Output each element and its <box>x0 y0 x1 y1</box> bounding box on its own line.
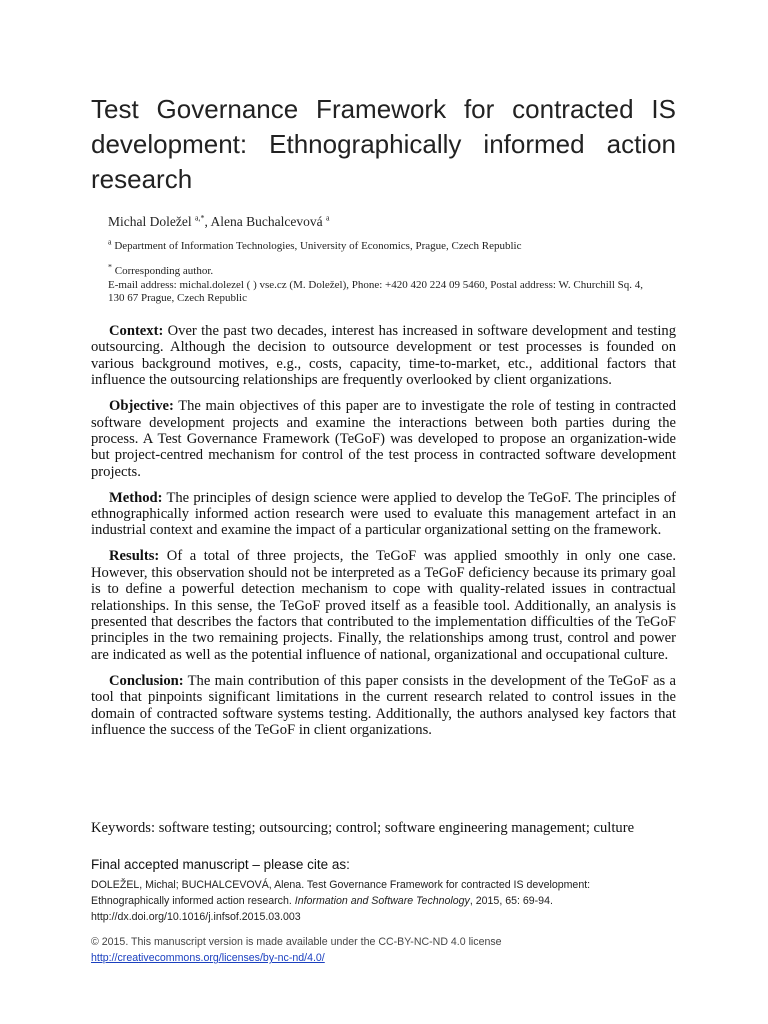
contact-details: E-mail address: michal.dolezel ( ) vse.cz (M. Doležel), Phone: +420 420 224 09 5460, Postal address: W. Churchill Sq. 4, <box>108 278 644 291</box>
citation-line: DOLEŽEL, Michal; BUCHALCEVOVÁ, Alena. Test Governance Framework for contracted IS development: <box>91 879 591 891</box>
affiliation <box>108 237 678 252</box>
citation-block <box>91 877 691 925</box>
correspondence-block <box>108 262 678 306</box>
author-name: Michal Doležel <box>108 214 192 229</box>
doi-link[interactable]: http://dx.doi.org/10.1016/j.infsof.2015.03.003 <box>91 911 301 923</box>
postal-address: 130 67 Prague, Czech Republic <box>108 292 247 304</box>
citation-line <box>91 893 691 909</box>
license-link[interactable]: http://creativecommons.org/licenses/by-nc-nd/4.0/ <box>91 952 325 964</box>
affiliation-mark: a <box>108 237 112 247</box>
abstract-text: Of a total of three projects, the TeGoF was applied smoothly in only one case. However, this observation should not be interpreted as a TeGoF deficiency because its primary goal is to define a powerful detection mechanism to cope with quality-related issues in contractual relationships. In this sense, the TeGoF proved itself as a feasible tool. Additionally, an analysis is presented that describes the factors that contributed to the implementation difficulties of the TeGoF principles in the two remaining projects. Finally, the relationships among trust, control and power are indicated as well as the potential influence of national, organizational and occupational culture. <box>91 548 676 663</box>
paper-title: Test Governance Framework for contracted IS development: Ethnographically informed action research <box>91 94 676 194</box>
keywords: Keywords: software testing; outsourcing; control; software engineering management; culture <box>91 820 635 836</box>
abstract-label: Results: <box>109 548 160 565</box>
abstract-paragraph-results <box>91 548 676 663</box>
abstract-label: Context: <box>109 323 164 339</box>
abstract-label: Method: <box>109 489 163 506</box>
abstract-label: Objective: <box>109 398 174 415</box>
author-separator: , <box>204 214 211 229</box>
affiliation-text: Department of Information Technologies, University of Economics, Prague, Czech Republic <box>114 240 522 252</box>
abstract-text: Over the past two decades, interest has increased in software development and testing outsourcing. Although the decision to outsource development or test processes is founded on various background motives, e.g., costs, capacity, time-to-market, etc., additional factors that influence the outsourcing relationships are frequently overlooked by client organizations. <box>91 323 676 389</box>
license-text: © 2015. This manuscript version is made available under the CC-BY-NC-ND 4.0 license <box>91 936 502 948</box>
abstract-text: The principles of design science were applied to develop the TeGoF. The principles of ethnographically informed action research were used to evaluate this management artefact in an industrial context and examine the impact of a particular organizational setting on the framework. <box>91 489 676 539</box>
author-affiliation-mark: a,* <box>194 213 205 223</box>
author-list <box>108 214 668 230</box>
corresponding-mark: * <box>108 262 112 272</box>
license-block <box>91 934 691 966</box>
abstract-paragraph-method <box>91 490 676 539</box>
abstract-paragraph-objective <box>91 398 676 480</box>
abstract-label: Conclusion: <box>109 672 184 689</box>
citation-text: Ethnographically informed action research. <box>91 895 295 907</box>
citation-text: , 2015, 65: 69-94. <box>469 895 553 907</box>
abstract-paragraph-conclusion <box>91 673 676 739</box>
citation-heading: Final accepted manuscript – please cite as: <box>91 857 350 872</box>
corresponding-label: Corresponding author. <box>114 265 214 277</box>
abstract <box>91 323 676 748</box>
author-name: Alena Buchalcevová <box>210 214 323 229</box>
author-affiliation-mark: a <box>326 213 330 223</box>
abstract-paragraph-context <box>91 323 676 389</box>
abstract-text: The main objectives of this paper are to investigate the role of testing in contracted software development projects and examine the interactions between both parties during the process. A Test Governance Framework (TeGoF) was developed to propose an organization-wide but project-centred mechanism for control of the test process in contracted software development projects. <box>91 398 676 480</box>
abstract-text: The main contribution of this paper consists in the development of the TeGoF as a tool that pinpoints significant limitations in the current research related to control issues in the domain of contracted software systems testing. Additionally, the authors analysed key factors that influence the success of the TeGoF in client organizations. <box>91 672 676 738</box>
citation-journal: Information and Software Technology <box>294 895 470 907</box>
